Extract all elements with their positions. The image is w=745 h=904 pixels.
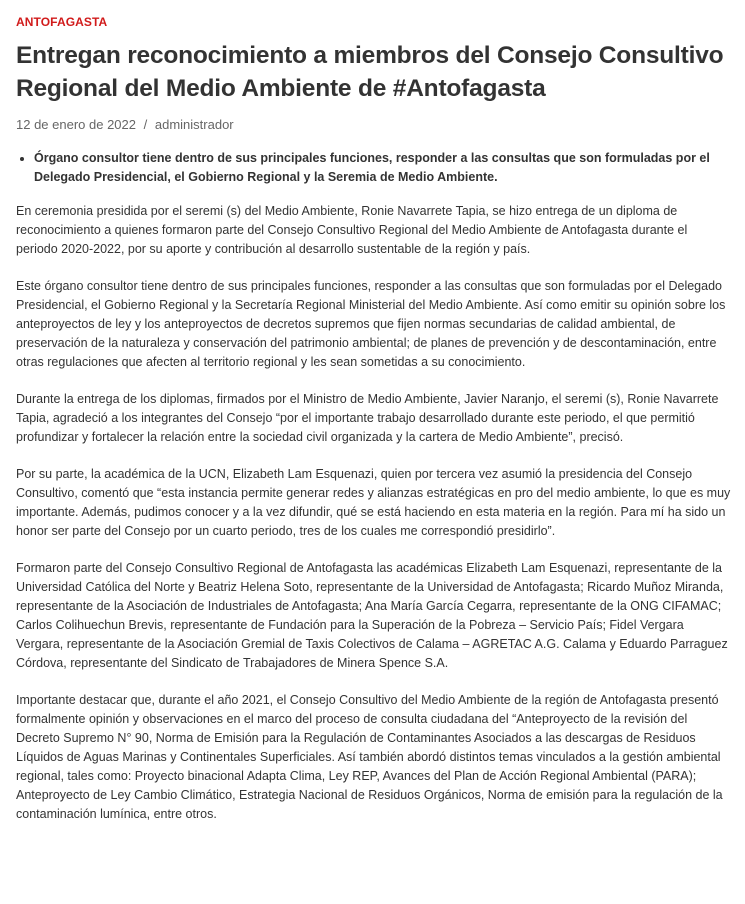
paragraph: Importante destacar que, durante el año 2021, el Consejo Consultivo del Medio Ambiente de la región de Antofagasta presentó formalmente opinión y observaciones en el marco del proceso de consulta ciudadana del “Anteproyecto de la revisión del Decreto Supremo N° 90, Norma de Emisión para la Regulación de Contaminantes Asociados a las descargas de Residuos Líquidos de Aguas Marinas y Continentales Superficiales. Así también abordó distintos temas vinculados a la gestión ambiental regional, tales como: Proyecto binacional Adapta Clima, Ley REP, Avances del Plan de Acción Regional Ambiental (PARA); Anteproyecto de Ley Cambio Climático, Estrategia Nacional de Residuos Orgánicos, Norma de emisión para la regulación de la contaminación lumínica, entre otros.	[16, 693, 723, 821]
highlight-item: • Órgano consultor tiene dentro de sus principales funciones, responder a las consultas que son formuladas por el Delegado Presidencial, el Gobierno Regional y la Seremia de Medio Ambiente.	[34, 149, 731, 187]
article-body	[16, 202, 731, 824]
paragraph: Formaron parte del Consejo Consultivo Regional de Antofagasta las académicas Elizabeth Lam Esquenazi, representante de la Universidad Católica del Norte y Beatriz Helena Soto, representante de la Universidad de Antofagasta; Ricardo Muñoz Miranda, representante de la Asociación de Industriales de Antofagasta; Ana María García Cegarra, representante de la ONG CIFAMAC; Carlos Colihuechun Brevis, representante de Fundación para la Superación de la Pobreza – Servicio País; Fidel Vergara Vergara, representante de la Asociación Gremial de Taxis Colectivos de Calama – AGRETAC A.G. Calama y Eduardo Parraguez Córdova, representante del Sindicato de Trabajadores de Minera Spence S.A.	[16, 561, 728, 670]
paragraph: Durante la entrega de los diplomas, firmados por el Ministro de Medio Ambiente, Javier Naranjo, el seremi (s), Ronie Navarrete Tapia, agradeció a los integrantes del Consejo “por el importante trabajo desarrollado durante este periodo, el que permitió profundizar y fortalecer la relación entre la sociedad civil organizada y la cartera de Medio Ambiente”, precisó.	[16, 392, 719, 444]
paragraph: Por su parte, la académica de la UCN, Elizabeth Lam Esquenazi, quien por tercera vez asumió la presidencia del Consejo Consultivo, comentó que “esta instancia permite generar redes y alianzas estratégicas en pro del medio ambiente, lo que es muy importante. Además, pudimos conocer y a la vez difundir, qué se está haciendo en esta materia en la región. Para mí ha sido un honor ser parte del Consejo por un cuarto periodo, tres de los cuales me correspondió presidirlo”.	[16, 467, 731, 538]
author-link[interactable]: administrador	[154, 117, 234, 132]
article-title: Entregan reconocimiento a miembros del Consejo Consultivo Regional del Medio Ambiente de #Antofagasta	[16, 42, 724, 102]
publish-date: 12 de enero de 2022	[16, 117, 136, 132]
highlights-list	[16, 149, 731, 187]
paragraph: En ceremonia presidida por el seremi (s) del Medio Ambiente, Ronie Navarrete Tapia, se hizo entrega de un diploma de reconocimiento a quienes formaron parte del Consejo Consultivo Regional del Medio Ambiente de Antofagasta durante el periodo 2020-2022, por su aporte y contribución al desarrollo sustentable de la región y país.	[16, 204, 688, 256]
category-link[interactable]: ANTOFAGASTA	[16, 15, 108, 29]
article-meta	[16, 117, 731, 133]
paragraph: Este órgano consultor tiene dentro de sus principales funciones, responder a las consultas que son formuladas por el Delegado Presidencial, el Gobierno Regional y la Secretaría Regional Ministerial del Medio Ambiente. Así como emitir su opinión sobre los anteproyectos de ley y los anteproyectos de decretos supremos que fijen normas secundarias de calidad ambiental, de preservación de la naturaleza y conservación del patrimonio ambiental; de planes de prevención y de descontaminación, entre otras regulaciones que afecten al territorio regional y les sean sometidas a su conocimiento.	[16, 279, 726, 369]
meta-separator: /	[143, 117, 148, 132]
